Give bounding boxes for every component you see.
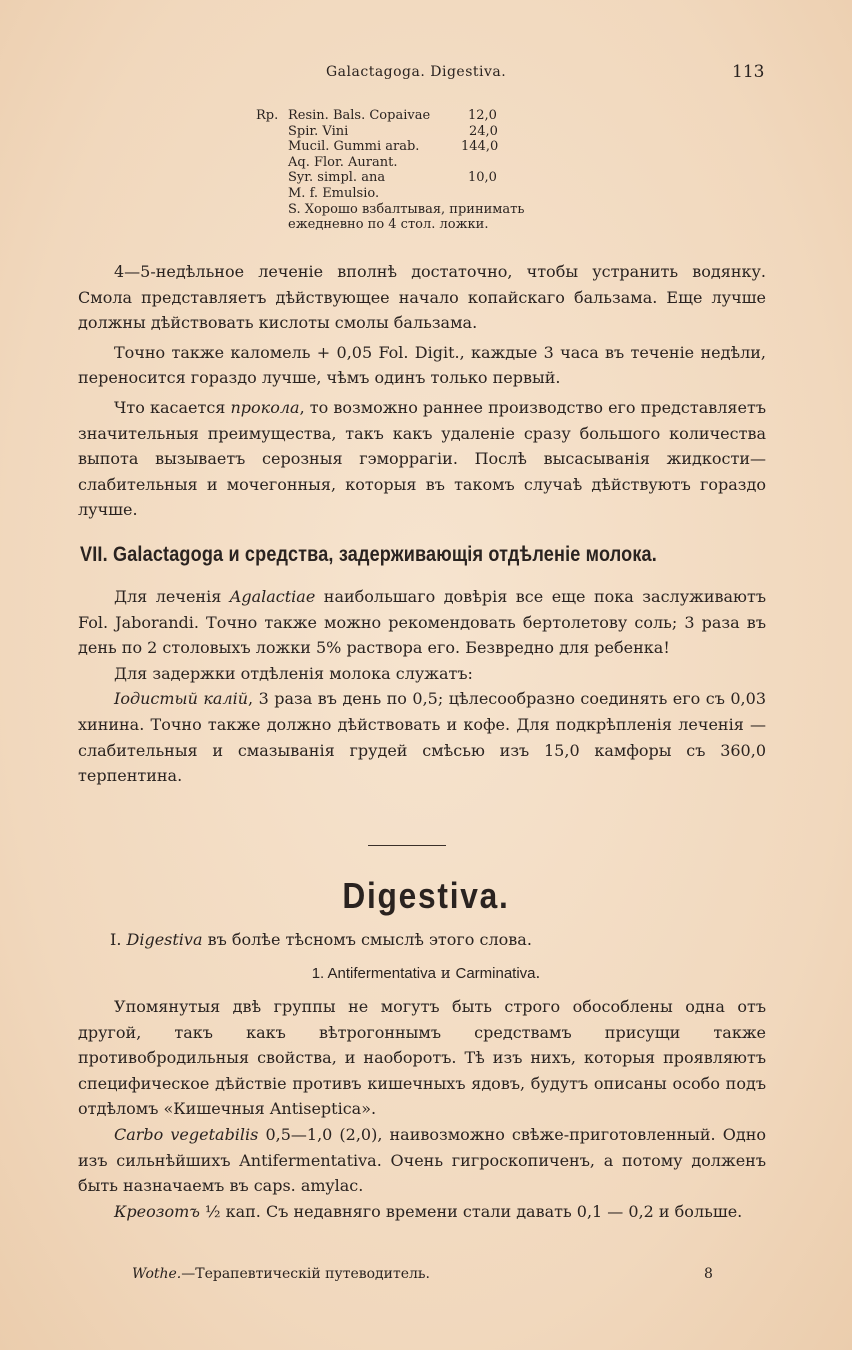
prescription-line: Spir. Vini 24,0 xyxy=(288,123,498,139)
paragraph: Упомянутыя двѣ группы не могутъ быть строго обособлены одна отъ другой, такъ какъ вѣтрогоннымъ средствамъ присущи также противобродильныя свойства, и наоборотъ. Тѣ изъ нихъ, которыя проявляютъ специфическое дѣйствіе противъ кишечныхъ ядовъ, будутъ описаны особо подъ отдѣломъ «Кишечныя Antiseptica». xyxy=(78,997,766,1119)
paragraph: Для леченія Agalactiae наибольшаго довѣрія все еще пока заслуживаютъ Fol. Jaborandi. Точно также можно рекомендовать бертолетову соль; 3 раза въ день по 2 столовыхъ ложки 5% раствора его. Безвредно для ребенка! xyxy=(78,587,766,658)
signature-mark: 8 xyxy=(704,1266,713,1282)
prescription-line: Mucil. Gummi arab. 144,0 xyxy=(288,139,499,155)
page-footer xyxy=(132,1266,732,1282)
page-number: 113 xyxy=(732,62,765,82)
prescription-line: S. Хорошо взбалтывая, принимать xyxy=(288,201,525,217)
footer-title: —Терапевтическій путеводитель. xyxy=(181,1266,431,1282)
subheading-digestiva: I. Digestiva въ болѣе тѣсномъ смыслѣ этого слова. xyxy=(110,930,532,949)
prescription-line: Aq. Flor. Aurant. xyxy=(288,154,398,170)
footer-author: Wothe. xyxy=(132,1266,182,1282)
paragraph: Точно также каломель + 0,05 Fol. Digit., каждые 3 часа въ теченіе недѣли, переносится гораздо лучше, чѣмъ одинъ только первый. xyxy=(78,342,766,388)
prescription-line: Rp. Resin. Bals. Copaivae 12,0 xyxy=(256,108,497,123)
section-divider xyxy=(368,845,446,846)
prescription-line: Syr. simpl. ana 10,0 xyxy=(288,170,497,186)
prescription-block xyxy=(256,108,586,233)
running-title: Galactagoga. Digestiva. xyxy=(326,64,507,80)
paragraph-puncture: Что касается прокола, то возможно раннее производство его представляетъ значительныя преимущества, такъ какъ удаленіе сразу большого количества выпота вызываетъ серозныя гэморрагіи. Послѣ высасыванія жидкости—слабительныя и мочегонныя, которыя въ такомъ случаѣ дѣйствуютъ гораздо лучше. xyxy=(78,397,767,520)
paragraph: Для задержки отдѣленія молока служатъ: xyxy=(114,663,473,683)
prescription-line: ежедневно по 4 стол. ложки. xyxy=(288,217,489,233)
body-text-digestiva xyxy=(78,994,766,1224)
body-text-top xyxy=(78,259,766,523)
subheading-antifermentativa: 1. Antifermentativa и Carminativa. xyxy=(311,964,541,982)
chapter-title: Digestiva. xyxy=(342,875,510,916)
body-text-section-vii xyxy=(78,584,766,789)
section-heading-vii: VII. Galactagoga и средства, задерживающія отдѣленіе молока. xyxy=(80,543,657,566)
paragraph: Carbo vegetabilis 0,5—1,0 (2,0), наивозможно свѣже-приготовленный. Одно изъ сильнѣйшихъ Antifermentativa. Очень гигроскопиченъ, а потому долженъ быть назначаемъ въ caps. amylac. xyxy=(78,1124,766,1196)
paragraph: Іодистый калій, 3 раза въ день по 0,5; цѣлесообразно соединять его съ 0,03 хинина. Точно также должно дѣйствовать и кофе. Для подкрѣпленія леченія — слабительныя и смазыванія грудей смѣсью изъ 15,0 камфоры съ 360,0 терпентина. xyxy=(78,689,766,786)
running-header xyxy=(0,62,852,84)
prescription-line: M. f. Emulsio. xyxy=(288,185,380,201)
paragraph: Креозотъ ½ кап. Съ недавняго времени стали давать 0,1 — 0,2 и больше. xyxy=(114,1201,743,1221)
paragraph: 4—5-недѣльное леченіе вполнѣ достаточно, чтобы устранить водянку. Смола представляетъ дѣйствующее начало копайскаго бальзама. Еще лучше должны дѣйствовать кислоты смолы бальзама. xyxy=(78,262,766,333)
